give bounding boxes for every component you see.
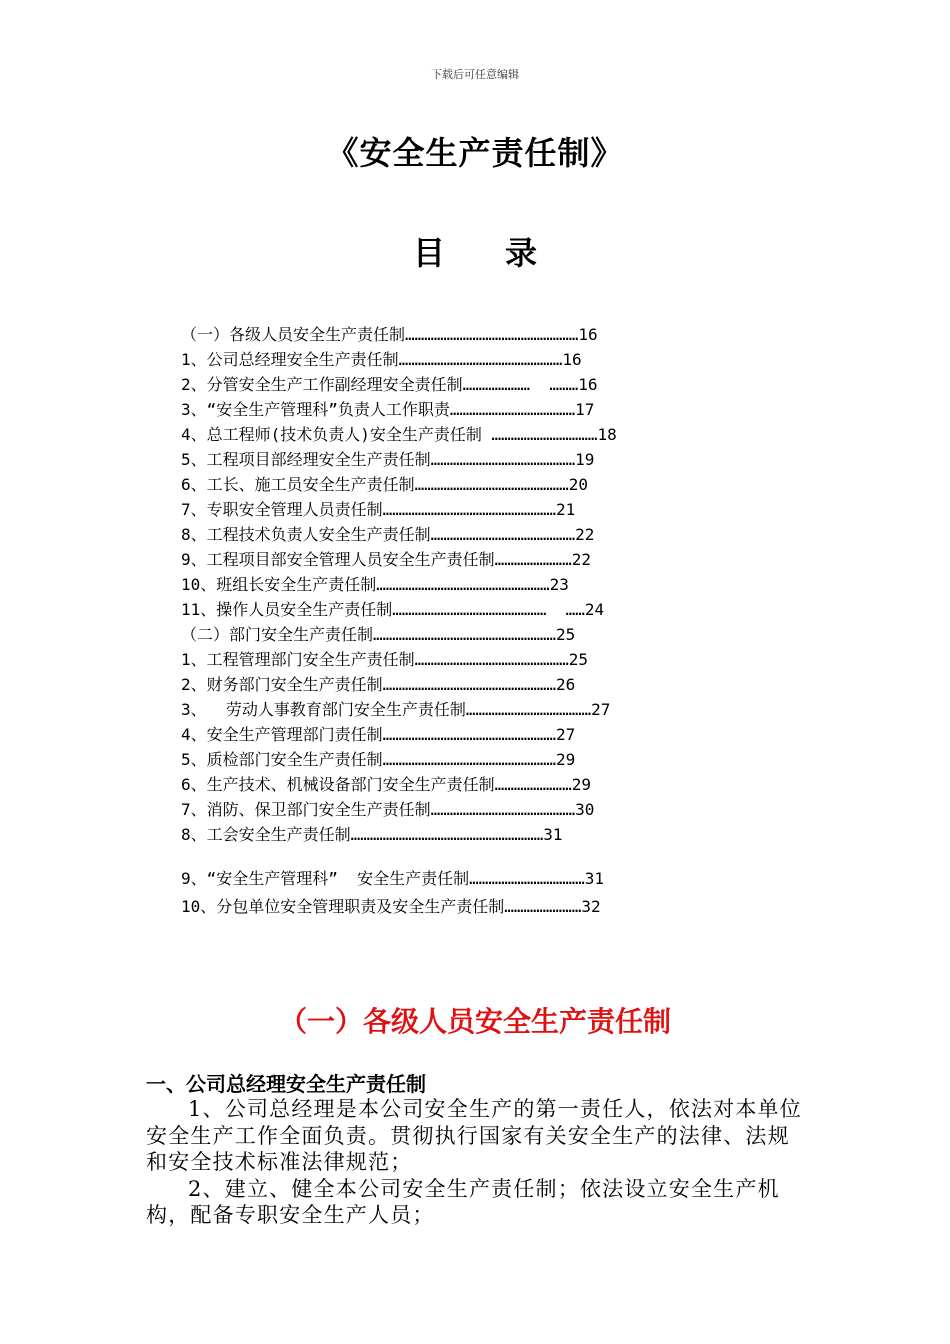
toc-entry: 6、生产技术、机械设备部门安全生产责任制……………………29 (181, 775, 591, 794)
toc-entry: 11、操作人员安全生产责任制………………………………………… ……24 (181, 600, 605, 619)
toc-entry: 2、财务部门安全生产责任制………………………………………………26 (181, 675, 576, 694)
toc-entry: 9、工程项目部安全管理人员安全生产责任制……………………22 (181, 550, 591, 569)
toc-entry: 2、分管安全生产工作副经理安全责任制………………… ………16 (181, 375, 598, 394)
paragraph: 2、建立、健全本公司安全生产责任制；依法设立安全生产机构，配备专职安全生产人员； (146, 1176, 780, 1227)
document-title: 《安全生产责任制》 (326, 134, 624, 172)
section-title: （一）各级人员安全生产责任制 (278, 1005, 671, 1038)
header-note: 下载后可任意编辑 (431, 68, 519, 81)
toc-entry: 1、工程管理部门安全生产责任制…………………………………………25 (181, 650, 589, 669)
toc-entry: 10、班组长安全生产责任制………………………………………………23 (181, 575, 569, 594)
toc-entry: 1、公司总经理安全生产责任制……………………………………………16 (181, 350, 582, 369)
toc-entry: 3、“安全生产管理科”负责人工作职责…………………………………17 (181, 400, 595, 419)
toc-entry: （二）部门安全生产责任制…………………………………………………25 (181, 625, 576, 644)
toc-entry: 9、“安全生产管理科” 安全生产责任制………………………………31 (181, 869, 605, 888)
toc-entry: 3、 劳动人事教育部门安全生产责任制…………………………………27 (181, 700, 611, 719)
toc-heading-right: 录 (505, 234, 538, 272)
toc-entry: 8、工程技术负责人安全生产责任制………………………………………22 (181, 525, 595, 544)
toc-entry: 5、工程项目部经理安全生产责任制………………………………………19 (181, 450, 595, 469)
toc-entry: 8、工会安全生产责任制……………………………………………………31 (181, 825, 563, 844)
toc-entry: （一）各级人员安全生产责任制………………………………………………16 (181, 325, 598, 344)
toc-heading-left: 目 (412, 234, 445, 272)
paragraph: 1、公司总经理是本公司安全生产的第一责任人，依法对本单位安全生产工作全面负责。贯彻执行国家有关安全生产的法律、法规和安全技术标准法律规范； (146, 1097, 802, 1174)
toc-entry: 4、安全生产管理部门责任制………………………………………………27 (181, 725, 576, 744)
body-text (146, 1096, 811, 1229)
toc-entry: 6、工长、施工员安全生产责任制…………………………………………20 (181, 475, 589, 494)
toc-entry: 7、消防、保卫部门安全生产责任制………………………………………30 (181, 800, 595, 819)
toc-entry: 7、专职安全管理人员责任制………………………………………………21 (181, 500, 576, 519)
subheading: 一、公司总经理安全生产责任制 (146, 1072, 426, 1096)
toc-entry: 10、分包单位安全管理职责及安全生产责任制……………………32 (181, 897, 601, 916)
toc-entry: 5、质检部门安全生产责任制………………………………………………29 (181, 750, 576, 769)
toc-entry: 4、总工程师(技术负责人)安全生产责任制 ……………………………18 (181, 425, 617, 444)
toc-heading (0, 228, 950, 274)
